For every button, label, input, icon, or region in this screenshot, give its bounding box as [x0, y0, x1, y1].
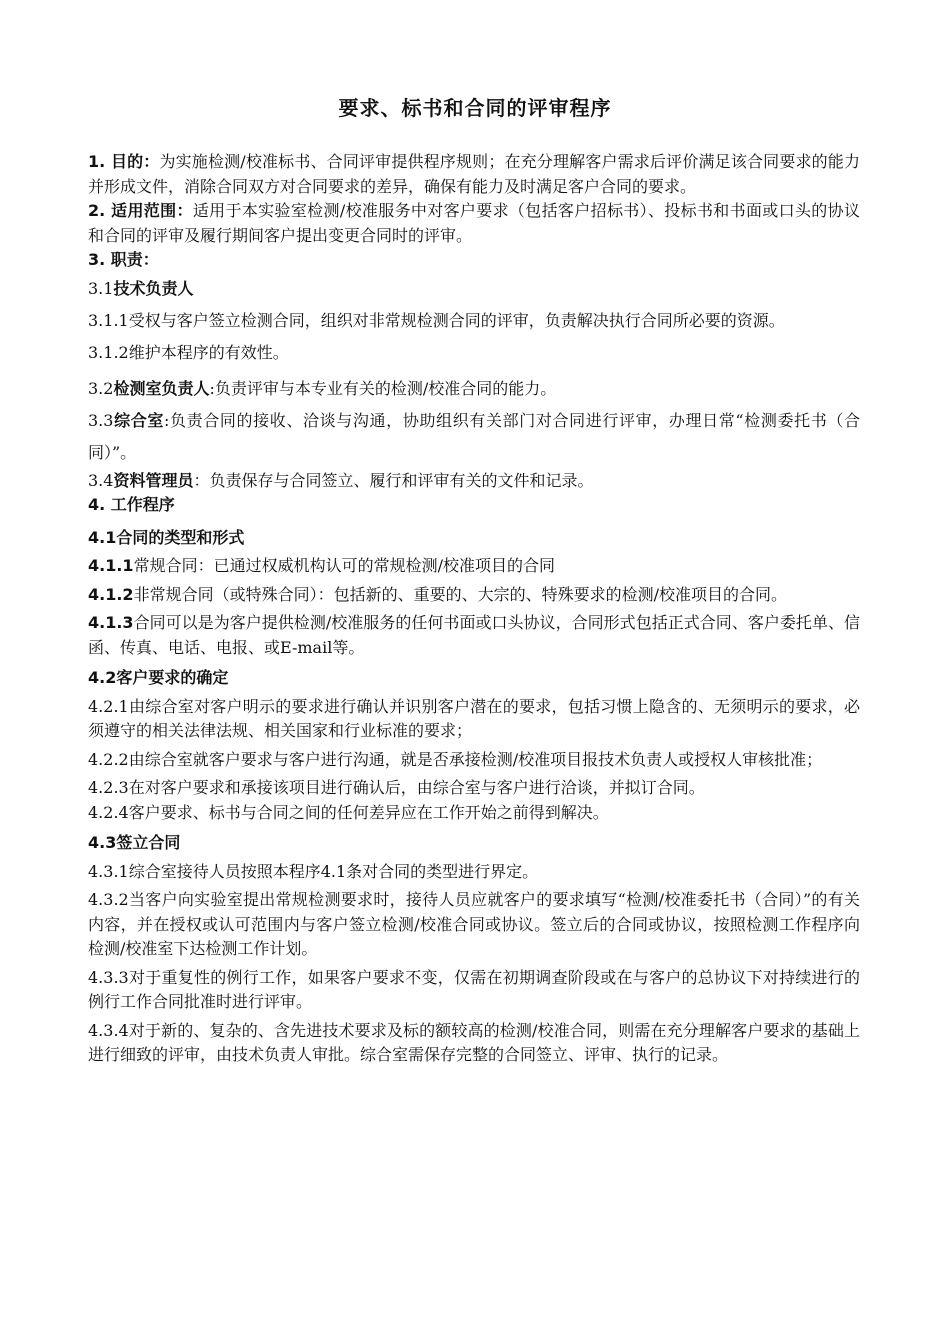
heading-4-2: 4.2客户要求的确定	[88, 668, 229, 687]
paragraph-text: 非常规合同（或特殊合同）：包括新的、重要的、大宗的、特殊要求的检测/校准项目的合同。	[133, 584, 787, 604]
subsection-text: ：负责保存与合同签立、履行和评审有关的文件和记录。	[193, 470, 594, 490]
subsection-text: :负责评审与本专业有关的检测/校准合同的能力。	[209, 378, 557, 398]
subsection-text: :负责合同的接收、洽谈与沟通，协助组织有关部门对合同进行评审，办理日常“检测委托书（合同）”。	[88, 410, 860, 462]
document-title: 要求、标书和合同的评审程序	[338, 96, 612, 120]
section-label: 2. 适用范围：	[88, 201, 193, 220]
paragraph-text: 合同可以是为客户提供检测/校准服务的任何书面或口头协议，合同形式包括正式合同、客户委托单、信函、传真、电话、电报、或E-mail等。	[88, 613, 860, 657]
subsection-number: 3.4	[88, 470, 114, 490]
document-body	[88, 150, 860, 1068]
subsection-3-3	[88, 405, 860, 469]
paragraph-4-1-2	[88, 583, 860, 608]
subsection-number: 3.2	[88, 378, 114, 398]
paragraph-number: 4.1.1	[88, 556, 134, 575]
section-purpose	[88, 150, 860, 199]
paragraph-4-1-3	[88, 611, 860, 660]
section-procedure-heading: 4. 工作程序	[88, 495, 175, 514]
subsection-label: 技术负责人	[113, 278, 194, 298]
paragraph-4-2-4: 4.2.4客户要求、标书与合同之间的任何差异应在工作开始之前得到解决。	[88, 802, 609, 822]
subsection-3-2	[88, 373, 860, 405]
paragraph-4-3-3: 4.3.3对于重复性的例行工作，如果客户要求不变，仅需在初期调查阶段或在与客户的总协议下对持续进行的例行工作合同批准时进行评审。	[88, 967, 860, 1011]
paragraph-4-2-3: 4.2.3在对客户要求和承接该项目进行确认后，由综合室与客户进行洽谈，并拟订合同。	[88, 778, 705, 797]
subsection-number: 3.3	[88, 410, 114, 430]
section-text: 适用于本实验室检测/校准服务中对客户要求（包括客户招标书）、投标书和书面或口头的协议和合同的评审及履行期间客户提出变更合同时的评审。	[88, 201, 860, 245]
subsection-label: 综合室	[113, 410, 164, 430]
paragraph-4-3-1: 4.3.1综合室接待人员按照本程序4.1条对合同的类型进行界定。	[88, 861, 539, 881]
paragraph-4-2-2: 4.2.2由综合室就客户要求与客户进行沟通，就是否承接检测/校准项目报技术负责人或授权人审核批准；	[88, 749, 823, 769]
paragraph-4-3-2: 4.3.2当客户向实验室提出常规检测要求时，接待人员应就客户的要求填写“检测/校准委托书（合同）”的有关内容，并在授权或认可范围内与客户签立检测/校准合同或协议。签立后的合同或协议，按照检测工作程序向检测/校准室下达检测工作计划。	[88, 890, 860, 958]
section-text: 为实施检测/校准标书、合同评审提供程序规则；在充分理解客户需求后评价满足该合同要求的能力并形成文件，消除合同双方对合同要求的差异，确保有能力及时满足客户合同的要求。	[88, 152, 860, 196]
subsection-3-1	[88, 273, 860, 305]
paragraph-4-3-4: 4.3.4对于新的、复杂的、含先进技术要求及标的额较高的检测/校准合同，则需在充分理解客户要求的基础上进行细致的评审，由技术负责人审批。综合室需保存完整的合同签立、评审、执行的记录。	[88, 1020, 860, 1064]
subsection-label: 资料管理员	[113, 470, 194, 490]
paragraph-3-1-2: 3.1.2维护本程序的有效性。	[88, 342, 289, 362]
paragraph-3-1-1: 3.1.1受权与客户签立检测合同，组织对非常规检测合同的评审，负责解决执行合同所必要的资源。	[88, 310, 785, 330]
paragraph-4-1-1	[88, 554, 860, 579]
subsection-label: 检测室负责人	[113, 378, 210, 398]
paragraph-text: 常规合同：已通过权威机构认可的常规检测/校准项目的合同	[133, 556, 555, 575]
subsection-number: 3.1	[88, 278, 114, 298]
section-responsibilities-heading: 3. 职责：	[88, 250, 159, 269]
heading-4-3: 4.3签立合同	[88, 833, 181, 852]
section-label: 1. 目的：	[88, 152, 160, 171]
paragraph-4-2-1: 4.2.1由综合室对客户明示的要求进行确认并识别客户潜在的要求，包括习惯上隐含的、无须明示的要求，必须遵守的相关法律法规、相关国家和行业标准的要求；	[88, 696, 860, 740]
section-scope	[88, 199, 860, 248]
paragraph-number: 4.1.2	[88, 584, 134, 604]
subsection-3-4	[88, 469, 860, 494]
heading-4-1: 4.1合同的类型和形式	[88, 527, 245, 547]
paragraph-number: 4.1.3	[88, 613, 134, 632]
